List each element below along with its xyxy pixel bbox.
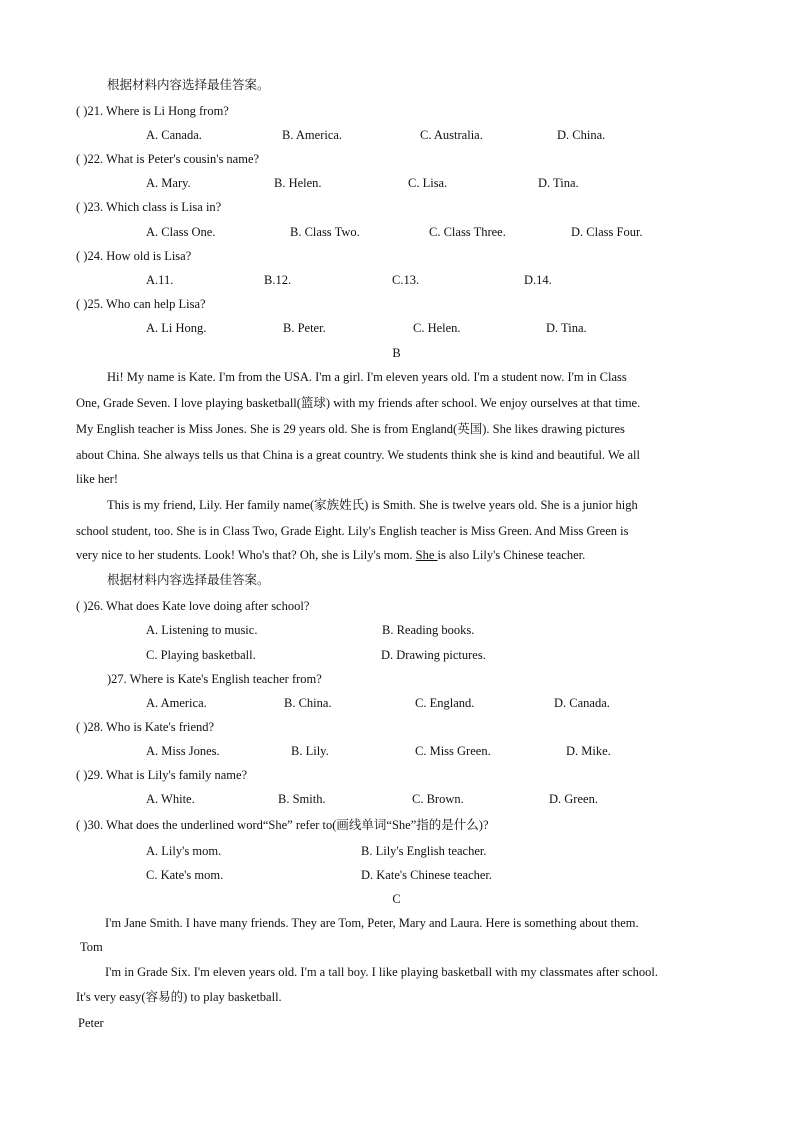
q26-option-b: B. Reading books.	[382, 623, 475, 637]
question-22: ( )22. What is Peter's cousin's name?	[76, 152, 260, 166]
q30-option-d: D. Kate's Chinese teacher.	[361, 868, 493, 882]
instruction-a: 根据材料内容选择最佳答案。	[107, 78, 270, 92]
q23-option-a: A. Class One.	[146, 225, 216, 239]
section-c-heading: C	[392, 892, 401, 906]
q21-option-c: C. Australia.	[420, 128, 483, 142]
q30-option-a: A. Lily's mom.	[146, 844, 222, 858]
passage-b-text: very nice to her students. Look! Who's that? Oh, she is Lily's mom.	[76, 548, 416, 562]
q30-option-c: C. Kate's mom.	[146, 868, 224, 882]
q21-option-a: A. Canada.	[146, 128, 202, 142]
q24-option-c: C.13.	[392, 273, 420, 287]
q28-option-d: D. Mike.	[566, 744, 611, 758]
underlined-she: She	[415, 548, 438, 562]
passage-b-line: school student, too. She is in Class Two, Grade Eight. Lily's English teacher is Miss Green. And Miss Green is	[76, 524, 629, 538]
q30-option-b: B. Lily's English teacher.	[361, 844, 487, 858]
question-26: ( )26. What does Kate love doing after school?	[76, 599, 310, 613]
q24-option-a: A.11.	[146, 273, 174, 287]
q22-option-d: D. Tina.	[538, 176, 579, 190]
passage-b-line: This is my friend, Lily. Her family name(家族姓氏) is Smith. She is twelve years old. She is a junior high	[107, 498, 638, 512]
passage-c-line: I'm in Grade Six. I'm eleven years old. I'm a tall boy. I like playing basketball with my classmates after school.	[105, 965, 659, 979]
question-28: ( )28. Who is Kate's friend?	[76, 720, 215, 734]
q23-option-c: C. Class Three.	[429, 225, 506, 239]
q28-option-a: A. Miss Jones.	[146, 744, 220, 758]
q21-option-d: D. China.	[557, 128, 606, 142]
q29-option-a: A. White.	[146, 792, 195, 806]
passage-c-name-peter: Peter	[78, 1016, 104, 1030]
q23-option-b: B. Class Two.	[290, 225, 360, 239]
q29-option-b: B. Smith.	[278, 792, 326, 806]
q26-option-a: A. Listening to music.	[146, 623, 258, 637]
q25-option-a: A. Li Hong.	[146, 321, 207, 335]
q27-option-d: D. Canada.	[554, 696, 610, 710]
question-23: ( )23. Which class is Lisa in?	[76, 200, 222, 214]
passage-c-line: It's very easy(容易的) to play basketball.	[76, 990, 282, 1004]
q25-option-d: D. Tina.	[546, 321, 587, 335]
q21-option-b: B. America.	[282, 128, 343, 142]
q27-option-c: C. England.	[415, 696, 475, 710]
instruction-b: 根据材料内容选择最佳答案。	[107, 573, 270, 587]
passage-b-line: like her!	[76, 472, 118, 486]
q28-option-c: C. Miss Green.	[415, 744, 491, 758]
question-29: ( )29. What is Lily's family name?	[76, 768, 248, 782]
passage-b-line-last	[76, 547, 585, 563]
q29-option-d: D. Green.	[549, 792, 598, 806]
question-30: ( )30. What does the underlined word“She” refer to(画线单词“She”指的是什么)?	[76, 818, 489, 832]
q29-option-c: C. Brown.	[412, 792, 464, 806]
passage-b-text: is also Lily's Chinese teacher.	[437, 548, 586, 562]
section-b-heading: B	[392, 346, 401, 360]
question-27: )27. Where is Kate's English teacher from?	[107, 672, 322, 686]
q27-option-a: A. America.	[146, 696, 207, 710]
question-25: ( )25. Who can help Lisa?	[76, 297, 206, 311]
passage-c-name-tom: Tom	[80, 940, 103, 954]
q24-option-d: D.14.	[524, 273, 552, 287]
q23-option-d: D. Class Four.	[571, 225, 643, 239]
passage-b-line: about China. She always tells us that China is a great country. We students think she is kind and beautiful. We all	[76, 448, 640, 462]
q25-option-c: C. Helen.	[413, 321, 461, 335]
q22-option-a: A. Mary.	[146, 176, 191, 190]
question-21: ( )21. Where is Li Hong from?	[76, 104, 229, 118]
q27-option-b: B. China.	[284, 696, 332, 710]
q26-option-d: D. Drawing pictures.	[381, 648, 486, 662]
q28-option-b: B. Lily.	[291, 744, 329, 758]
passage-b-line: Hi! My name is Kate. I'm from the USA. I'm a girl. I'm eleven years old. I'm a student now. I'm in Class	[107, 370, 627, 384]
q25-option-b: B. Peter.	[283, 321, 326, 335]
passage-b-line: One, Grade Seven. I love playing basketball(篮球) with my friends after school. We enjoy ourselves at that time.	[76, 396, 641, 410]
q26-option-c: C. Playing basketball.	[146, 648, 256, 662]
passage-c-intro: I'm Jane Smith. I have many friends. They are Tom, Peter, Mary and Laura. Here is something about them.	[105, 916, 639, 930]
q22-option-b: B. Helen.	[274, 176, 322, 190]
passage-b-line: My English teacher is Miss Jones. She is 29 years old. She is from England(英国). She likes drawing pictures	[76, 422, 625, 436]
q22-option-c: C. Lisa.	[408, 176, 448, 190]
question-24: ( )24. How old is Lisa?	[76, 249, 192, 263]
q24-option-b: B.12.	[264, 273, 292, 287]
